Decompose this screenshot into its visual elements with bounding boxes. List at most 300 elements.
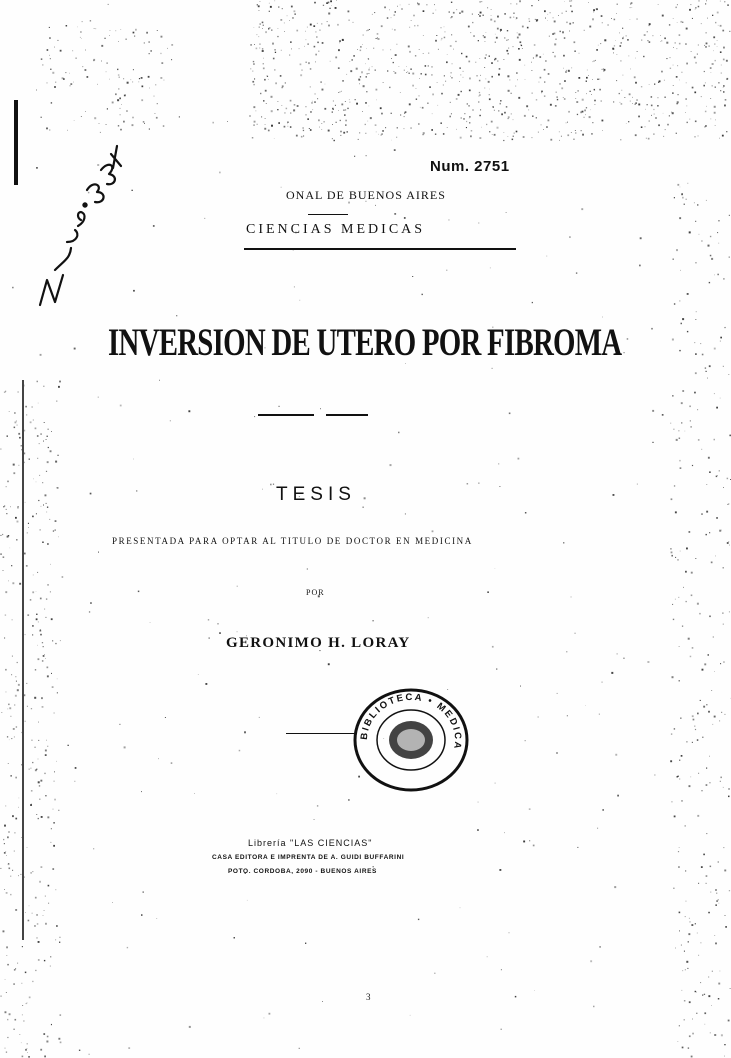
noise-dot xyxy=(665,97,666,98)
noise-dot xyxy=(144,123,145,124)
noise-dot xyxy=(43,441,44,442)
noise-dot xyxy=(35,970,36,971)
noise-dot xyxy=(704,994,705,995)
noise-dot xyxy=(204,218,205,219)
noise-dot xyxy=(682,318,684,320)
noise-dot xyxy=(367,73,368,74)
noise-dot xyxy=(33,479,34,480)
noise-dot xyxy=(29,459,30,460)
noise-dot xyxy=(638,116,640,118)
noise-dot xyxy=(449,11,451,13)
noise-dot xyxy=(695,729,696,730)
noise-dot xyxy=(535,19,536,20)
noise-dot xyxy=(436,35,437,36)
noise-dot xyxy=(466,121,467,122)
noise-dot xyxy=(715,22,716,23)
noise-dot xyxy=(10,548,11,549)
noise-dot xyxy=(319,30,320,31)
noise-dot xyxy=(40,598,42,600)
noise-dot xyxy=(571,11,573,13)
noise-dot xyxy=(27,1043,28,1044)
noise-dot xyxy=(525,740,526,741)
noise-dot xyxy=(701,449,702,450)
noise-dot xyxy=(293,109,295,111)
noise-dot xyxy=(51,618,53,620)
noise-dot xyxy=(692,647,694,649)
noise-dot xyxy=(415,55,416,56)
noise-dot xyxy=(611,18,612,19)
noise-dot xyxy=(590,109,591,110)
noise-dot xyxy=(117,99,119,101)
noise-dot xyxy=(234,937,236,939)
noise-dot xyxy=(160,53,161,54)
noise-dot xyxy=(635,82,637,84)
noise-dot xyxy=(26,565,28,567)
noise-dot xyxy=(543,129,544,130)
noise-dot xyxy=(40,354,42,356)
noise-dot xyxy=(317,98,318,99)
noise-dot xyxy=(237,631,238,632)
noise-dot xyxy=(41,117,42,118)
noise-dot xyxy=(287,15,288,16)
noise-dot xyxy=(17,689,19,691)
noise-dot xyxy=(133,69,134,70)
noise-dot xyxy=(339,40,341,42)
noise-dot xyxy=(277,36,278,37)
noise-dot xyxy=(300,74,302,76)
noise-dot xyxy=(263,100,265,102)
noise-dot xyxy=(607,24,609,26)
noise-dot xyxy=(490,268,491,269)
noise-dot xyxy=(265,90,267,92)
noise-dot xyxy=(691,51,692,52)
noise-dot xyxy=(461,11,463,13)
noise-dot xyxy=(498,110,499,111)
noise-dot xyxy=(594,89,595,90)
noise-dot xyxy=(701,866,703,868)
publisher-address-2: POTO. CORDOBA, 2090 - BUENOS AIRES xyxy=(228,868,377,875)
by-label: POR xyxy=(306,588,325,597)
noise-dot xyxy=(50,450,52,452)
noise-dot xyxy=(423,132,425,134)
noise-dot xyxy=(266,103,267,104)
noise-dot xyxy=(15,777,17,779)
noise-dot xyxy=(703,854,705,856)
noise-dot xyxy=(460,75,461,76)
noise-dot xyxy=(481,1,482,2)
noise-dot xyxy=(538,132,539,133)
noise-dot xyxy=(621,90,622,91)
noise-dot xyxy=(311,102,313,104)
noise-dot xyxy=(497,127,499,129)
noise-dot xyxy=(703,85,705,87)
noise-dot xyxy=(51,1024,52,1025)
noise-dot xyxy=(335,7,337,9)
noise-dot xyxy=(508,39,509,40)
noise-dot xyxy=(69,73,70,74)
noise-dot xyxy=(317,42,319,44)
noise-dot xyxy=(437,105,438,106)
noise-dot xyxy=(289,55,290,56)
noise-dot xyxy=(603,71,604,72)
noise-dot xyxy=(440,122,442,124)
noise-dot xyxy=(671,555,673,557)
noise-dot xyxy=(404,217,406,219)
noise-dot xyxy=(394,213,396,215)
noise-dot xyxy=(541,92,542,93)
noise-dot xyxy=(329,8,330,9)
noise-dot xyxy=(685,571,687,573)
noise-dot xyxy=(275,49,276,50)
noise-dot xyxy=(312,109,313,110)
noise-dot xyxy=(478,40,479,41)
noise-dot xyxy=(723,59,725,61)
noise-dot xyxy=(680,21,682,23)
noise-dot xyxy=(708,976,709,977)
noise-dot xyxy=(695,62,697,64)
noise-dot xyxy=(93,59,95,61)
noise-dot xyxy=(405,111,407,113)
noise-dot xyxy=(721,712,722,713)
noise-dot xyxy=(508,118,509,119)
noise-dot xyxy=(523,136,525,138)
noise-dot xyxy=(101,45,103,47)
noise-dot xyxy=(677,184,679,186)
noise-dot xyxy=(532,93,533,94)
noise-dot xyxy=(5,1048,6,1049)
noise-dot xyxy=(30,599,32,601)
noise-dot xyxy=(700,343,701,344)
noise-dot xyxy=(478,483,479,484)
noise-dot xyxy=(497,60,499,62)
noise-dot xyxy=(208,619,209,620)
noise-dot xyxy=(254,121,256,123)
noise-dot xyxy=(4,825,6,827)
noise-dot xyxy=(651,328,653,330)
noise-dot xyxy=(315,62,316,63)
noise-dot xyxy=(566,651,567,652)
noise-dot xyxy=(630,19,631,20)
publisher-name: Librería "LAS CIENCIAS" xyxy=(248,838,373,848)
noise-dot xyxy=(564,98,566,100)
noise-dot xyxy=(688,638,690,640)
noise-dot xyxy=(37,923,39,925)
noise-dot xyxy=(153,225,155,227)
noise-dot xyxy=(536,117,537,118)
noise-dot xyxy=(727,4,729,6)
noise-dot xyxy=(51,102,52,103)
noise-dot xyxy=(6,486,7,487)
noise-dot xyxy=(601,682,602,683)
noise-dot xyxy=(707,378,708,379)
noise-dot xyxy=(643,56,644,57)
noise-dot xyxy=(82,21,83,22)
noise-dot xyxy=(282,105,283,106)
noise-dot xyxy=(728,503,729,504)
noise-dot xyxy=(674,303,675,304)
noise-dot xyxy=(265,124,266,125)
noise-dot xyxy=(363,35,364,36)
noise-dot xyxy=(32,591,34,593)
noise-dot xyxy=(584,30,585,31)
noise-dot xyxy=(689,785,691,787)
noise-dot xyxy=(557,99,558,100)
noise-dot xyxy=(39,785,40,786)
publisher-address-1: CASA EDITORA E IMPRENTA DE A. GUIDI BUFFARINI xyxy=(212,854,405,861)
noise-dot xyxy=(45,754,47,756)
noise-dot xyxy=(510,17,512,19)
noise-dot xyxy=(544,82,545,83)
noise-dot xyxy=(699,234,700,235)
noise-dot xyxy=(719,243,720,244)
noise-dot xyxy=(381,133,383,135)
noise-dot xyxy=(332,138,333,139)
noise-dot xyxy=(499,869,501,871)
noise-dot xyxy=(345,101,346,102)
noise-dot xyxy=(710,866,712,868)
noise-dot xyxy=(657,105,658,106)
noise-dot xyxy=(725,926,727,928)
noise-dot xyxy=(8,831,10,833)
noise-dot xyxy=(332,111,333,112)
noise-dot xyxy=(55,889,56,890)
noise-dot xyxy=(40,780,42,782)
noise-dot xyxy=(301,70,302,71)
noise-dot xyxy=(366,48,367,49)
noise-dot xyxy=(31,790,33,792)
noise-dot xyxy=(706,833,707,834)
noise-dot xyxy=(27,614,29,616)
noise-dot xyxy=(561,136,562,137)
noise-dot xyxy=(677,4,678,5)
noise-dot xyxy=(43,646,44,647)
noise-dot xyxy=(538,0,539,1)
noise-dot xyxy=(713,36,715,38)
noise-dot xyxy=(696,311,697,312)
noise-dot xyxy=(25,634,26,635)
noise-dot xyxy=(698,883,699,884)
noise-dot xyxy=(461,53,462,54)
noise-dot xyxy=(433,13,434,14)
noise-dot xyxy=(444,26,445,27)
noise-dot xyxy=(10,506,11,507)
noise-dot xyxy=(54,771,55,772)
noise-dot xyxy=(479,137,481,139)
noise-dot xyxy=(444,31,445,32)
noise-dot xyxy=(38,403,39,404)
noise-dot xyxy=(432,66,433,67)
noise-dot xyxy=(400,92,401,93)
noise-dot xyxy=(677,22,678,23)
noise-dot xyxy=(694,392,696,394)
noise-dot xyxy=(692,1033,694,1035)
noise-dot xyxy=(700,942,701,943)
noise-dot xyxy=(706,875,708,877)
noise-dot xyxy=(299,300,300,301)
thesis-title: INVERSION DE UTERO POR FIBROMA xyxy=(108,321,622,364)
noise-dot xyxy=(674,728,675,729)
noise-dot xyxy=(309,128,310,129)
noise-dot xyxy=(681,422,682,423)
noise-dot xyxy=(167,48,168,49)
noise-dot xyxy=(479,92,480,93)
noise-dot xyxy=(132,117,134,119)
noise-dot xyxy=(486,124,487,125)
noise-dot xyxy=(724,1,725,2)
noise-dot xyxy=(43,1033,45,1035)
noise-dot xyxy=(672,112,674,114)
noise-dot xyxy=(676,48,677,49)
noise-dot xyxy=(338,49,340,51)
noise-dot xyxy=(653,109,654,110)
noise-dot xyxy=(709,756,710,757)
noise-dot xyxy=(582,111,584,113)
noise-dot xyxy=(533,845,535,847)
noise-dot xyxy=(50,564,51,565)
noise-dot xyxy=(16,726,17,727)
noise-dot xyxy=(536,99,537,100)
noise-dot xyxy=(75,58,76,59)
noise-dot xyxy=(701,790,702,791)
title-divider-right xyxy=(326,414,368,416)
noise-dot xyxy=(704,71,705,72)
noise-dot xyxy=(478,96,479,97)
noise-dot xyxy=(13,1029,14,1030)
noise-dot xyxy=(50,966,51,967)
noise-dot xyxy=(54,799,56,801)
noise-dot xyxy=(440,27,441,28)
noise-dot xyxy=(706,784,708,786)
noise-dot xyxy=(705,111,707,113)
noise-dot xyxy=(337,24,339,26)
noise-dot xyxy=(546,126,548,128)
noise-dot xyxy=(688,1047,689,1048)
noise-dot xyxy=(627,338,629,340)
noise-dot xyxy=(47,584,49,586)
noise-dot xyxy=(689,406,691,408)
noise-dot xyxy=(445,81,446,82)
noise-dot xyxy=(489,89,490,90)
noise-dot xyxy=(478,14,479,15)
noise-dot xyxy=(718,25,719,26)
noise-dot xyxy=(526,105,528,107)
noise-dot xyxy=(634,76,636,78)
noise-dot xyxy=(31,872,32,873)
noise-dot xyxy=(25,912,26,913)
noise-dot xyxy=(412,276,413,277)
noise-dot xyxy=(569,236,571,238)
noise-dot xyxy=(724,105,726,107)
noise-dot xyxy=(143,891,144,892)
noise-dot xyxy=(635,102,637,104)
noise-dot xyxy=(727,78,729,80)
noise-dot xyxy=(90,493,92,495)
noise-dot xyxy=(726,60,728,62)
noise-dot xyxy=(547,14,548,15)
noise-dot xyxy=(47,543,49,545)
noise-dot xyxy=(470,135,472,137)
noise-dot xyxy=(374,12,375,13)
noise-dot xyxy=(714,106,716,108)
noise-dot xyxy=(660,35,661,36)
noise-dot xyxy=(247,900,248,901)
noise-dot xyxy=(658,4,659,5)
noise-dot xyxy=(692,465,693,466)
noise-dot xyxy=(412,85,414,87)
noise-dot xyxy=(555,105,557,107)
noise-dot xyxy=(722,135,724,137)
noise-dot xyxy=(486,32,487,33)
noise-dot xyxy=(342,80,344,82)
noise-dot xyxy=(691,924,693,926)
noise-dot xyxy=(327,21,328,22)
noise-dot xyxy=(691,595,693,597)
noise-dot xyxy=(277,109,278,110)
noise-dot xyxy=(673,65,674,66)
noise-dot xyxy=(0,996,1,997)
noise-dot xyxy=(515,86,516,87)
noise-dot xyxy=(652,442,653,443)
noise-dot xyxy=(689,918,690,919)
noise-dot xyxy=(349,61,350,62)
noise-dot xyxy=(5,591,7,593)
noise-dot xyxy=(727,542,729,544)
noise-dot xyxy=(381,25,383,27)
noise-dot xyxy=(354,156,355,157)
noise-dot xyxy=(593,1006,595,1008)
noise-dot xyxy=(32,634,33,635)
noise-dot xyxy=(373,48,374,49)
noise-dot xyxy=(356,103,358,105)
noise-dot xyxy=(517,32,518,33)
noise-dot xyxy=(675,7,677,9)
noise-dot xyxy=(338,67,340,69)
noise-dot xyxy=(40,529,41,530)
noise-dot xyxy=(154,96,155,97)
noise-dot xyxy=(710,98,711,99)
noise-dot xyxy=(704,1012,706,1014)
noise-dot xyxy=(254,27,255,28)
noise-dot xyxy=(500,100,501,101)
noise-dot xyxy=(20,1034,21,1035)
noise-dot xyxy=(511,93,512,94)
noise-dot xyxy=(43,655,45,657)
noise-dot xyxy=(280,75,282,77)
noise-dot xyxy=(15,968,16,969)
noise-dot xyxy=(480,12,482,14)
noise-dot xyxy=(409,103,411,105)
noise-dot xyxy=(47,667,49,669)
noise-dot xyxy=(717,40,718,41)
noise-dot xyxy=(263,25,264,26)
noise-dot xyxy=(589,26,591,28)
noise-dot xyxy=(702,995,703,996)
noise-dot xyxy=(491,62,493,64)
noise-dot xyxy=(685,43,687,45)
noise-dot xyxy=(719,903,720,904)
noise-dot xyxy=(694,57,696,59)
noise-dot xyxy=(498,463,499,464)
noise-dot xyxy=(123,121,125,123)
noise-dot xyxy=(449,116,451,118)
noise-dot xyxy=(725,99,727,101)
noise-dot xyxy=(46,740,47,741)
noise-dot xyxy=(13,472,15,474)
noise-dot xyxy=(725,915,726,916)
noise-dot xyxy=(53,822,55,824)
noise-dot xyxy=(38,722,39,723)
noise-dot xyxy=(692,715,694,717)
